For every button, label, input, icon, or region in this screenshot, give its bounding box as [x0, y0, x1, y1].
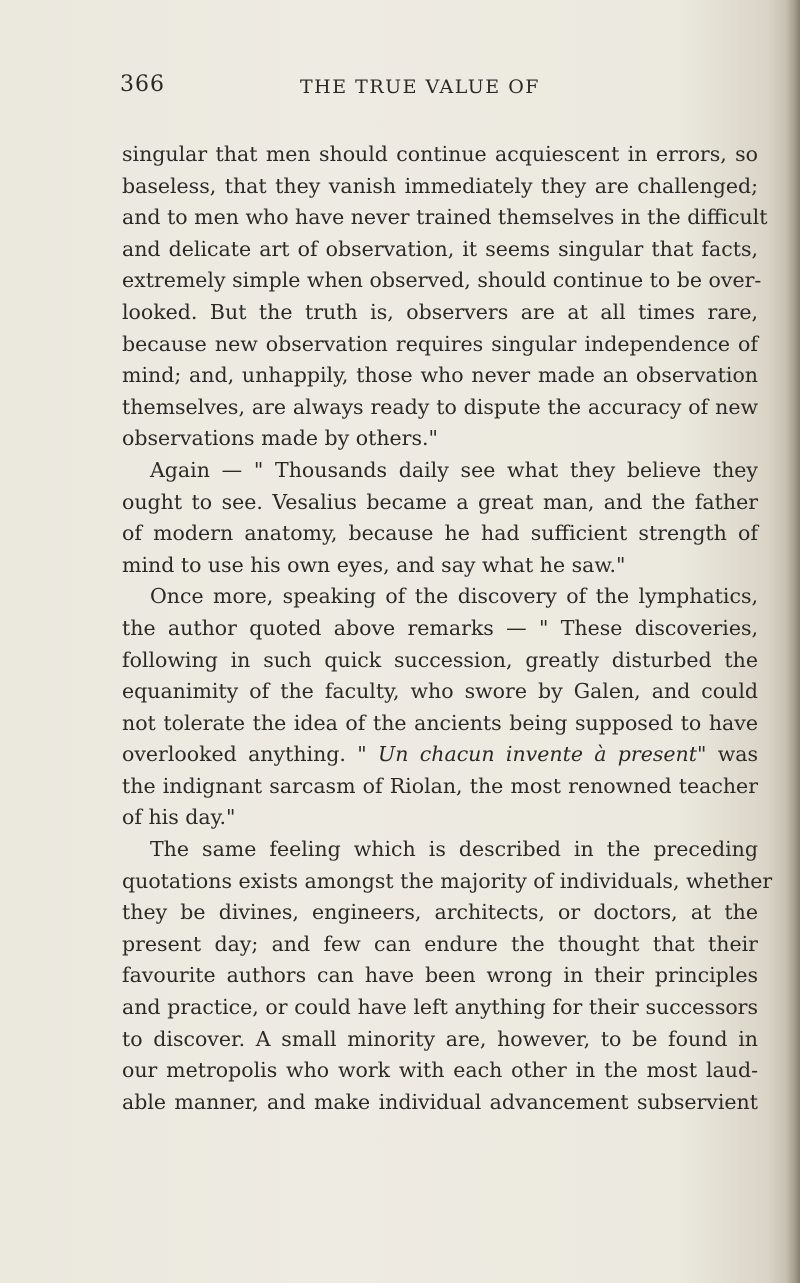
text-line: following in such quick succession, greatly disturbed the: [122, 647, 758, 672]
text-line: looked. But the truth is, observers are at all times rare,: [122, 299, 758, 324]
text-segment: " was: [696, 742, 758, 767]
text-line: and practice, or could have left anything for their successors: [122, 995, 758, 1020]
paragraph-start-line: Again — " Thousands daily see what they believe they: [150, 457, 758, 482]
text-line: and delicate art of observation, it seems singular that facts,: [122, 236, 758, 261]
text-line: present day; and few can endure the thought that their: [122, 931, 758, 956]
text-line: the author quoted above remarks — " These discoveries,: [122, 615, 758, 640]
text-line: ought to see. Vesalius became a great man, and the father: [122, 489, 758, 514]
page-number: 366: [120, 72, 165, 97]
text-line: mind; and, unhappily, those who never made an observation: [122, 363, 758, 388]
page-edge-shadow: [786, 0, 800, 1283]
text-line: our metropolis who work with each other in the most laud-: [122, 1058, 758, 1083]
text-line: baseless, that they vanish immediately they are challenged;: [122, 173, 758, 198]
text-line: extremely simple when observed, should continue to be over-: [122, 268, 762, 293]
text-segment: overlooked anything. ": [122, 742, 378, 767]
text-line: singular that men should continue acquiescent in errors, so: [122, 142, 758, 166]
text-line: themselves, are always ready to dispute the accuracy of new: [122, 394, 758, 419]
text-line: they be divines, engineers, architects, or doctors, at the: [122, 900, 758, 925]
text-line: mind to use his own eyes, and say what he saw.": [122, 552, 626, 577]
italic-quote: Un chacun invente à present: [378, 742, 697, 767]
body-text: [122, 139, 773, 1118]
paragraph-start-line: The same feeling which is described in the preceding: [150, 837, 758, 862]
text-line-with-italic: [122, 739, 758, 771]
text-line: the indignant sarcasm of Riolan, the most renowned teacher: [122, 773, 758, 798]
text-line: to discover. A small minority are, however, to be found in: [122, 1026, 758, 1051]
text-line: able manner, and make individual advancement subservient: [122, 1089, 758, 1114]
text-line: not tolerate the idea of the ancients being supposed to have: [122, 710, 758, 735]
text-line: and to men who have never trained themselves in the difficult: [122, 205, 768, 230]
text-line: favourite authors can have been wrong in their principles: [122, 963, 758, 988]
text-line: of his day.": [122, 805, 236, 830]
running-head: THE TRUE VALUE OF: [300, 76, 540, 98]
paragraph-start-line: Once more, speaking of the discovery of the lymphatics,: [150, 584, 758, 609]
text-line: because new observation requires singular independence of: [122, 331, 758, 356]
text-line: observations made by others.": [122, 426, 438, 451]
text-line: of modern anatomy, because he had sufficient strength of: [122, 521, 758, 546]
text-line: quotations exists amongst the majority of individuals, whether: [122, 868, 773, 893]
text-line: equanimity of the faculty, who swore by Galen, and could: [122, 679, 758, 704]
